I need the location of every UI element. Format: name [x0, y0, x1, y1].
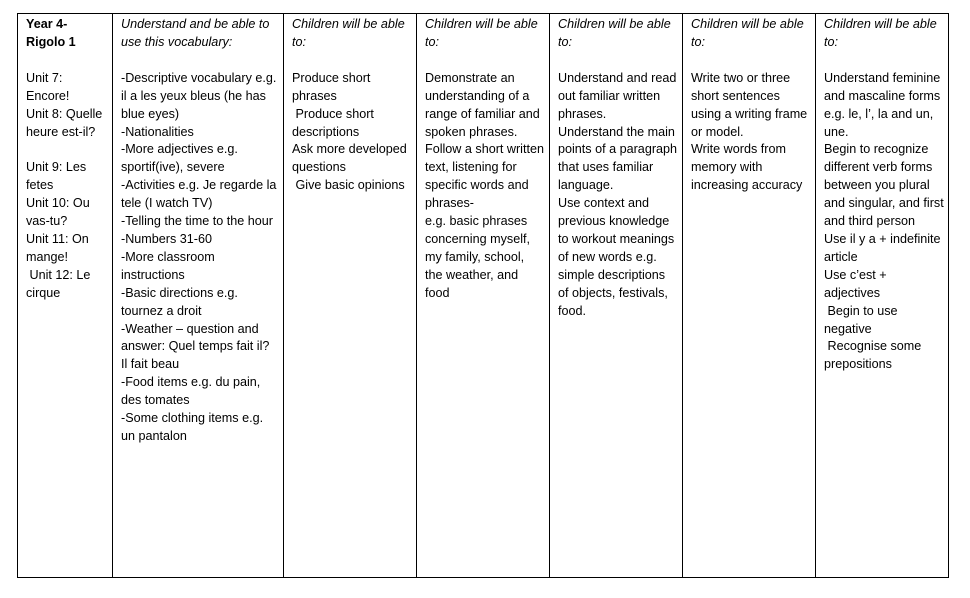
column-header: Children will be able to: — [558, 17, 671, 49]
unit-item: Unit 7: Encore! — [26, 70, 70, 103]
vocabulary-cell — [113, 14, 284, 578]
vocab-item: -More classroom instructions — [121, 249, 215, 282]
skill-item: Use c’est + adjectives — [824, 267, 887, 300]
table-row — [18, 14, 949, 578]
unit-item: Unit 8: Quelle heure est-il? — [26, 106, 103, 139]
skill-item: Write two or three short sentences using a writing frame or model. — [691, 70, 808, 139]
skill-item: Use context and previous knowledge to workout meanings of new words e.g. simple descriptions of objects, festivals, food. — [558, 196, 675, 318]
skill-item: Use il y a + indefinite article — [824, 231, 941, 264]
skill-item: Give basic opinions — [292, 178, 405, 193]
skill-item: Demonstrate an understanding of a range of familiar and spoken phrases. Follow a short written text, listening for specific words and phrases- — [425, 70, 544, 211]
unit-item: Unit 12: Le cirque — [26, 267, 94, 300]
vocab-item: -Weather – question and answer: Quel temps fait il? Il fait beau — [121, 321, 270, 372]
vocab-item: -Basic directions e.g. tournez a droit — [121, 285, 238, 318]
writing-cell — [683, 14, 816, 578]
skill-item: Begin to recognize different verb forms between you plural and singular, and first and third person — [824, 142, 944, 229]
year-title: Year 4- Rigolo 1 — [26, 17, 76, 49]
speaking-cell — [284, 14, 417, 578]
unit-item: Unit 10: Ou vas-tu? — [26, 196, 90, 229]
unit-list — [26, 70, 108, 303]
skill-item: Understand the main points of a paragraph that uses familiar language. — [558, 124, 678, 193]
skill-item: e.g. basic phrases concerning myself, my family, school, the weather, and food — [425, 214, 530, 300]
column-header: Children will be able to: — [824, 17, 937, 49]
skill-item: Recognise some prepositions — [824, 339, 925, 372]
unit-item: Unit 11: On mange! — [26, 232, 89, 264]
skill-item: Ask more developed questions — [292, 142, 407, 175]
skill-item: Begin to use negative — [824, 303, 902, 336]
skill-item: Write words from memory with increasing accuracy — [691, 142, 803, 193]
vocab-item: -More adjectives e.g. sportif(ive), severe — [121, 142, 238, 175]
vocab-item: -Some clothing items e.g. un pantalon — [121, 411, 264, 443]
vocab-item: -Nationalities — [121, 124, 194, 139]
unit-spacer — [26, 141, 108, 159]
year-units-cell — [18, 14, 113, 578]
listening-cell — [417, 14, 550, 578]
column-header: Children will be able to: — [292, 17, 405, 49]
skill-item: Understand and read out familiar written phrases. — [558, 70, 677, 121]
vocab-item: -Numbers 31-60 — [121, 231, 212, 246]
column-header: Understand and be able to use this vocabulary: — [121, 17, 270, 49]
skill-item: Understand feminine and mascaline forms e.g. le, l’, la and un, une. — [824, 70, 941, 139]
column-header: Children will be able to: — [425, 17, 538, 49]
vocab-item: -Telling the time to the hour — [121, 214, 273, 229]
vocab-item: -Food items e.g. du pain, des tomates — [121, 375, 261, 408]
curriculum-table — [17, 13, 949, 578]
vocab-item: -Descriptive vocabulary e.g. il a les yeux bleus (he has blue eyes) — [121, 70, 277, 121]
vocab-item: -Activities e.g. Je regarde la tele (I watch TV) — [121, 178, 277, 211]
skill-item: Produce short phrases — [292, 70, 371, 103]
column-header: Children will be able to: — [691, 17, 804, 49]
grammar-cell — [816, 14, 949, 578]
reading-cell — [550, 14, 683, 578]
skill-item: Produce short descriptions — [292, 106, 378, 139]
unit-item: Unit 9: Les fetes — [26, 160, 87, 193]
